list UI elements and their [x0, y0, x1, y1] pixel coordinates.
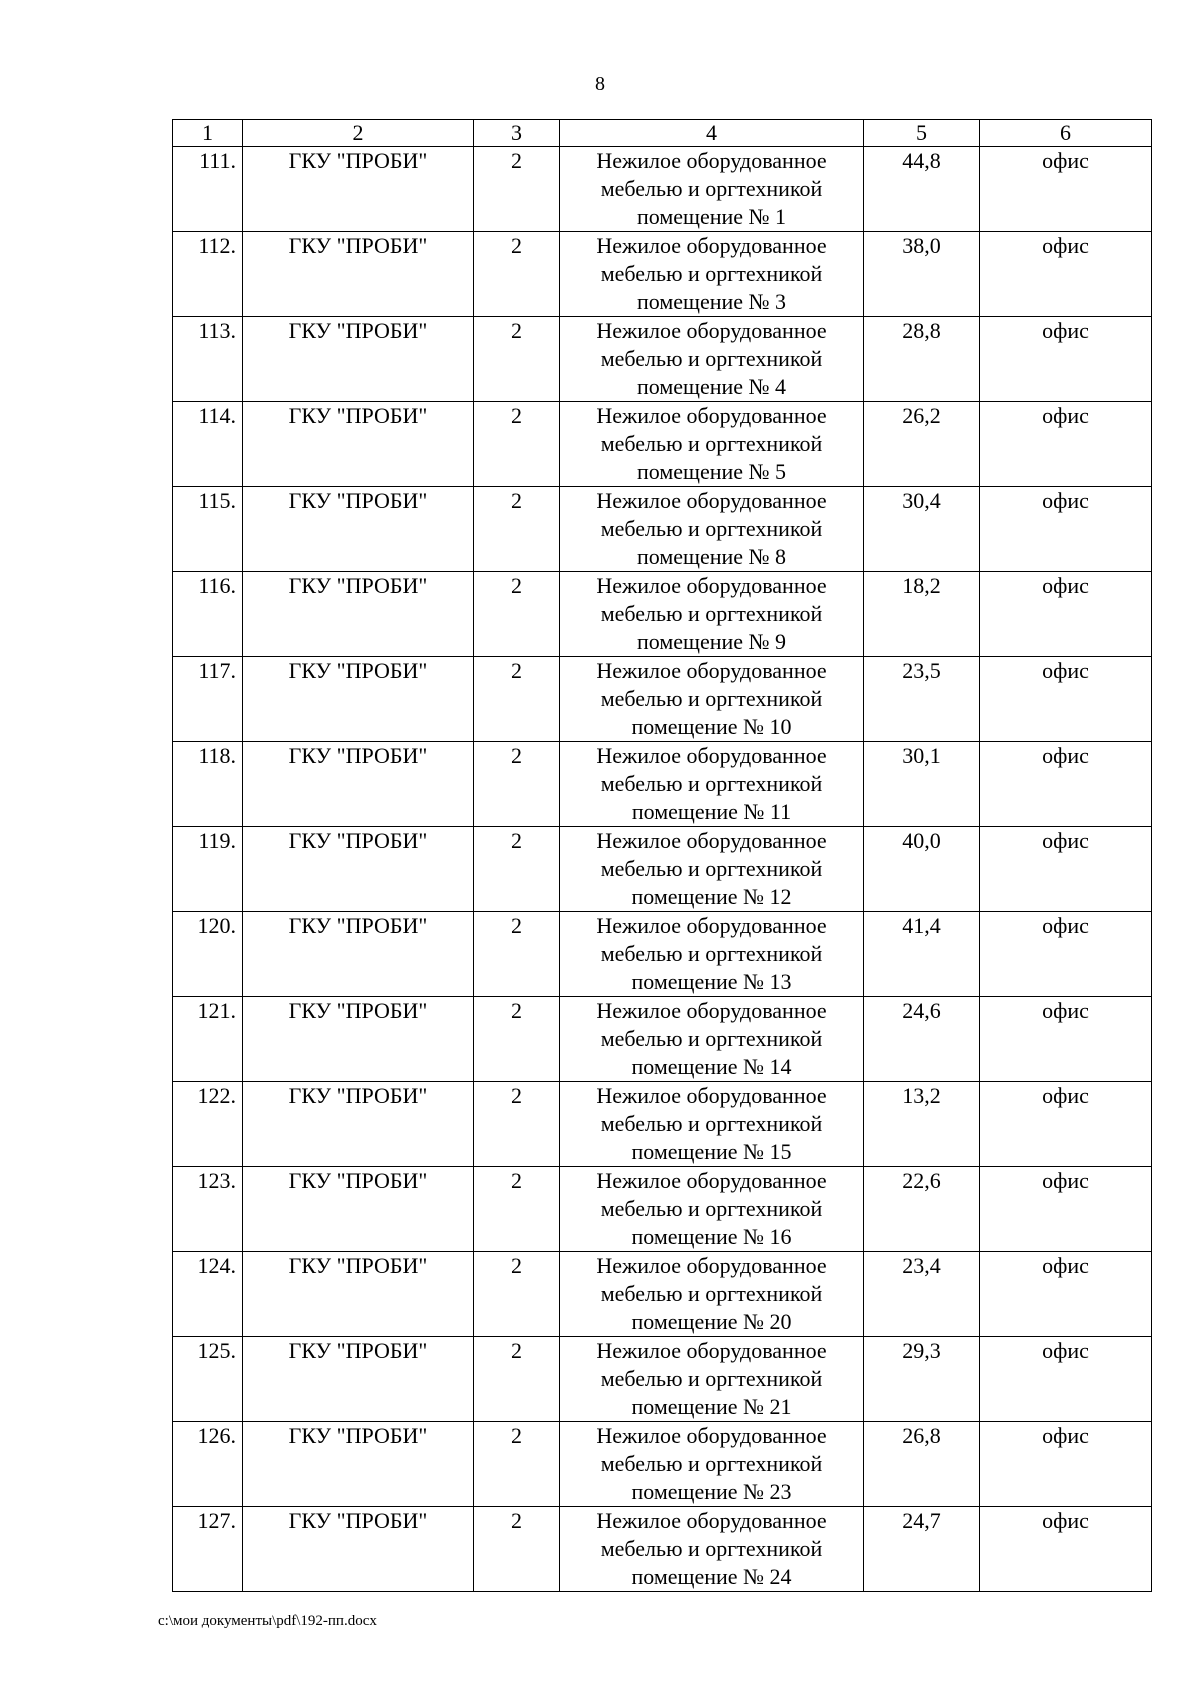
cell-floor: 2: [474, 317, 560, 402]
cell-number: 123.: [173, 1167, 243, 1252]
cell-organization: ГКУ "ПРОБИ": [243, 232, 474, 317]
cell-description: [560, 1167, 864, 1252]
cell-floor: 2: [474, 912, 560, 997]
cell-description: [560, 827, 864, 912]
property-table: [172, 119, 1152, 1592]
cell-floor: 2: [474, 1507, 560, 1592]
cell-area: 28,8: [864, 317, 980, 402]
cell-purpose: офис: [980, 1337, 1152, 1422]
cell-organization: ГКУ "ПРОБИ": [243, 572, 474, 657]
description-line: Нежилое оборудованное: [596, 1338, 827, 1363]
description-line: Нежилое оборудованное: [596, 488, 827, 513]
description-line: мебелью и оргтехникой: [600, 516, 823, 541]
description-line: Нежилое оборудованное: [596, 1083, 827, 1108]
cell-number: 118.: [173, 742, 243, 827]
cell-description: [560, 742, 864, 827]
cell-area: 13,2: [864, 1082, 980, 1167]
description-line: помещение № 20: [631, 1309, 792, 1334]
header-col-4: 4: [560, 120, 864, 147]
header-col-5: 5: [864, 120, 980, 147]
cell-floor: 2: [474, 402, 560, 487]
description-line: Нежилое оборудованное: [596, 1168, 827, 1193]
description-line: помещение № 1: [636, 204, 787, 229]
table-row: [173, 1167, 1152, 1252]
description-line: Нежилое оборудованное: [596, 743, 827, 768]
cell-purpose: офис: [980, 657, 1152, 742]
description-line: помещение № 14: [631, 1054, 792, 1079]
description-line: мебелью и оргтехникой: [600, 1536, 823, 1561]
cell-description: [560, 1507, 864, 1592]
cell-area: 23,4: [864, 1252, 980, 1337]
description-line: помещение № 8: [636, 544, 787, 569]
cell-area: 38,0: [864, 232, 980, 317]
cell-number: 126.: [173, 1422, 243, 1507]
table-row: [173, 402, 1152, 487]
cell-organization: ГКУ "ПРОБИ": [243, 1507, 474, 1592]
table-body: [173, 147, 1152, 1592]
table-row: [173, 1507, 1152, 1592]
description-line: помещение № 5: [636, 459, 787, 484]
cell-floor: 2: [474, 1337, 560, 1422]
description-line: мебелью и оргтехникой: [600, 1111, 823, 1136]
cell-number: 127.: [173, 1507, 243, 1592]
cell-area: 40,0: [864, 827, 980, 912]
description-line: Нежилое оборудованное: [596, 1253, 827, 1278]
description-line: мебелью и оргтехникой: [600, 346, 823, 371]
cell-purpose: офис: [980, 317, 1152, 402]
header-col-2: 2: [243, 120, 474, 147]
table-row: [173, 657, 1152, 742]
cell-floor: 2: [474, 1082, 560, 1167]
cell-purpose: офис: [980, 1422, 1152, 1507]
description-line: мебелью и оргтехникой: [600, 1026, 823, 1051]
cell-floor: 2: [474, 827, 560, 912]
cell-number: 112.: [173, 232, 243, 317]
description-line: мебелью и оргтехникой: [600, 1196, 823, 1221]
cell-area: 26,8: [864, 1422, 980, 1507]
cell-area: 18,2: [864, 572, 980, 657]
cell-number: 125.: [173, 1337, 243, 1422]
cell-area: 22,6: [864, 1167, 980, 1252]
cell-purpose: офис: [980, 1167, 1152, 1252]
cell-organization: ГКУ "ПРОБИ": [243, 827, 474, 912]
cell-description: [560, 487, 864, 572]
cell-floor: 2: [474, 997, 560, 1082]
cell-purpose: офис: [980, 1252, 1152, 1337]
description-line: мебелью и оргтехникой: [600, 431, 823, 456]
cell-description: [560, 912, 864, 997]
footer-file-path: c:\мои документы\pdf\192-пп.docx: [158, 1613, 377, 1629]
cell-floor: 2: [474, 572, 560, 657]
cell-number: 120.: [173, 912, 243, 997]
description-line: Нежилое оборудованное: [596, 1508, 827, 1533]
cell-organization: ГКУ "ПРОБИ": [243, 912, 474, 997]
table-row: [173, 147, 1152, 232]
table-row: [173, 1252, 1152, 1337]
cell-description: [560, 572, 864, 657]
cell-number: 122.: [173, 1082, 243, 1167]
cell-organization: ГКУ "ПРОБИ": [243, 1422, 474, 1507]
description-line: помещение № 10: [631, 714, 792, 739]
description-line: Нежилое оборудованное: [596, 573, 827, 598]
cell-purpose: офис: [980, 997, 1152, 1082]
description-line: помещение № 11: [631, 799, 792, 824]
cell-area: 24,6: [864, 997, 980, 1082]
cell-description: [560, 402, 864, 487]
table-row: [173, 912, 1152, 997]
cell-number: 117.: [173, 657, 243, 742]
description-line: помещение № 24: [631, 1564, 792, 1589]
cell-purpose: офис: [980, 912, 1152, 997]
cell-description: [560, 657, 864, 742]
cell-description: [560, 232, 864, 317]
cell-area: 23,5: [864, 657, 980, 742]
description-line: помещение № 13: [631, 969, 792, 994]
description-line: мебелью и оргтехникой: [600, 601, 823, 626]
cell-description: [560, 1337, 864, 1422]
cell-purpose: офис: [980, 1507, 1152, 1592]
description-line: помещение № 9: [636, 629, 787, 654]
description-line: помещение № 12: [631, 884, 792, 909]
table-row: [173, 1337, 1152, 1422]
cell-area: 41,4: [864, 912, 980, 997]
cell-description: [560, 1422, 864, 1507]
table-row: [173, 997, 1152, 1082]
cell-floor: 2: [474, 657, 560, 742]
description-line: Нежилое оборудованное: [596, 913, 827, 938]
description-line: Нежилое оборудованное: [596, 318, 827, 343]
table-row: [173, 1082, 1152, 1167]
table-header-row: [173, 120, 1152, 147]
cell-purpose: офис: [980, 827, 1152, 912]
cell-floor: 2: [474, 147, 560, 232]
cell-organization: ГКУ "ПРОБИ": [243, 147, 474, 232]
table-row: [173, 827, 1152, 912]
description-line: Нежилое оборудованное: [596, 658, 827, 683]
cell-organization: ГКУ "ПРОБИ": [243, 317, 474, 402]
cell-organization: ГКУ "ПРОБИ": [243, 1082, 474, 1167]
table-row: [173, 317, 1152, 402]
description-line: Нежилое оборудованное: [596, 998, 827, 1023]
description-line: мебелью и оргтехникой: [600, 1366, 823, 1391]
cell-area: 24,7: [864, 1507, 980, 1592]
description-line: мебелью и оргтехникой: [600, 686, 823, 711]
description-line: помещение № 21: [631, 1394, 792, 1419]
cell-number: 124.: [173, 1252, 243, 1337]
cell-number: 111.: [173, 147, 243, 232]
cell-purpose: офис: [980, 572, 1152, 657]
page-number: 8: [595, 73, 605, 95]
cell-description: [560, 997, 864, 1082]
description-line: мебелью и оргтехникой: [600, 176, 823, 201]
cell-area: 29,3: [864, 1337, 980, 1422]
header-col-3: 3: [474, 120, 560, 147]
cell-purpose: офис: [980, 402, 1152, 487]
description-line: помещение № 16: [631, 1224, 792, 1249]
description-line: Нежилое оборудованное: [596, 828, 827, 853]
description-line: мебелью и оргтехникой: [600, 856, 823, 881]
cell-floor: 2: [474, 487, 560, 572]
table-row: [173, 232, 1152, 317]
cell-description: [560, 317, 864, 402]
cell-number: 121.: [173, 997, 243, 1082]
cell-number: 115.: [173, 487, 243, 572]
description-line: Нежилое оборудованное: [596, 233, 827, 258]
cell-organization: ГКУ "ПРОБИ": [243, 742, 474, 827]
cell-purpose: офис: [980, 742, 1152, 827]
description-line: Нежилое оборудованное: [596, 1423, 827, 1448]
cell-organization: ГКУ "ПРОБИ": [243, 657, 474, 742]
description-line: Нежилое оборудованное: [596, 148, 827, 173]
cell-description: [560, 1252, 864, 1337]
cell-purpose: офис: [980, 232, 1152, 317]
cell-organization: ГКУ "ПРОБИ": [243, 402, 474, 487]
cell-organization: ГКУ "ПРОБИ": [243, 487, 474, 572]
table-row: [173, 1422, 1152, 1507]
description-line: мебелью и оргтехникой: [600, 771, 823, 796]
cell-organization: ГКУ "ПРОБИ": [243, 1167, 474, 1252]
cell-number: 116.: [173, 572, 243, 657]
header-col-1: 1: [173, 120, 243, 147]
cell-description: [560, 147, 864, 232]
cell-floor: 2: [474, 1252, 560, 1337]
table-row: [173, 742, 1152, 827]
cell-purpose: офис: [980, 147, 1152, 232]
cell-floor: 2: [474, 1422, 560, 1507]
table-row: [173, 487, 1152, 572]
description-line: помещение № 4: [636, 374, 787, 399]
cell-floor: 2: [474, 232, 560, 317]
cell-area: 26,2: [864, 402, 980, 487]
description-line: помещение № 3: [636, 289, 787, 314]
description-line: мебелью и оргтехникой: [600, 261, 823, 286]
table-row: [173, 572, 1152, 657]
cell-floor: 2: [474, 1167, 560, 1252]
description-line: мебелью и оргтехникой: [600, 1451, 823, 1476]
cell-organization: ГКУ "ПРОБИ": [243, 1252, 474, 1337]
cell-number: 114.: [173, 402, 243, 487]
cell-number: 113.: [173, 317, 243, 402]
cell-area: 30,1: [864, 742, 980, 827]
description-line: мебелью и оргтехникой: [600, 1281, 823, 1306]
cell-floor: 2: [474, 742, 560, 827]
description-line: Нежилое оборудованное: [596, 403, 827, 428]
cell-number: 119.: [173, 827, 243, 912]
cell-organization: ГКУ "ПРОБИ": [243, 1337, 474, 1422]
cell-description: [560, 1082, 864, 1167]
cell-purpose: офис: [980, 487, 1152, 572]
cell-area: 30,4: [864, 487, 980, 572]
description-line: мебелью и оргтехникой: [600, 941, 823, 966]
cell-area: 44,8: [864, 147, 980, 232]
header-col-6: 6: [980, 120, 1152, 147]
description-line: помещение № 15: [631, 1139, 792, 1164]
cell-purpose: офис: [980, 1082, 1152, 1167]
description-line: помещение № 23: [631, 1479, 792, 1504]
cell-organization: ГКУ "ПРОБИ": [243, 997, 474, 1082]
